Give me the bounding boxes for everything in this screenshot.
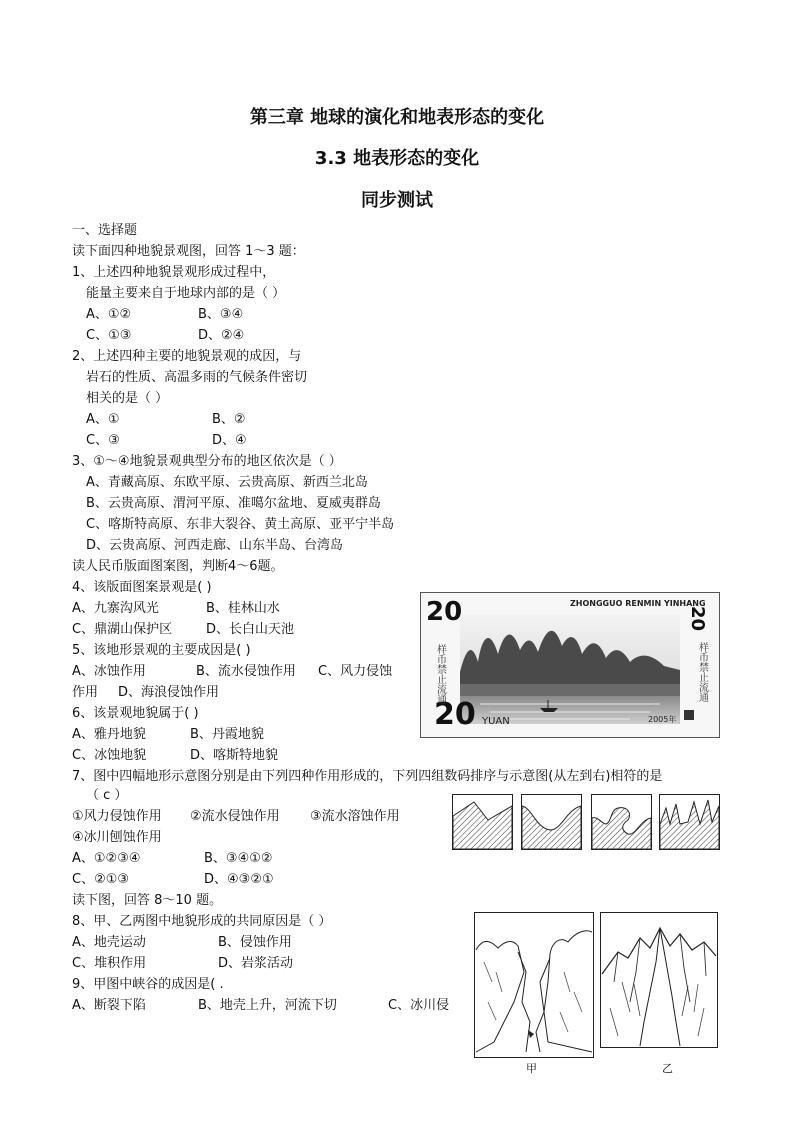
figure-yi-label: 乙 xyxy=(662,1062,673,1075)
q2-option-b: B、② xyxy=(212,412,246,427)
q5-option-c: C、风力侵蚀 xyxy=(318,664,393,679)
bank-name-pinyin: ZHONGGUO RENMIN YINHANG xyxy=(570,599,706,608)
q2-stem-cont2: 相关的是（ ） xyxy=(86,391,169,406)
q5-option-b: B、流水侵蚀作用 xyxy=(196,664,296,679)
q1-option-b: B、③④ xyxy=(198,307,244,322)
q7-item-4: ④冰川刨蚀作用 xyxy=(72,830,162,845)
q6-stem: 6、该景观地貌属于( ) xyxy=(72,706,199,721)
q6-option-c: C、冰蚀地貌 xyxy=(72,748,147,763)
banknote-figure xyxy=(420,592,720,738)
q2-option-a: A、① xyxy=(86,412,120,427)
q1-option-d: D、②④ xyxy=(198,328,245,343)
banknote-year: 2005年 xyxy=(648,715,677,724)
q9-stem: 9、甲图中峡谷的成因是( . xyxy=(72,977,224,992)
figure-jia xyxy=(474,912,594,1058)
q3-option-c: C、喀斯特高原、东非大裂谷、黄土高原、亚平宁半岛 xyxy=(86,517,395,532)
figure-yi xyxy=(600,912,718,1048)
q8-option-b: B、侵蚀作用 xyxy=(218,935,292,950)
landform-diagram-2 xyxy=(522,795,582,850)
q4-option-b: B、桂林山水 xyxy=(206,601,280,616)
q5-option-c-cont: 作用 xyxy=(72,685,99,700)
denomination-side: 20 xyxy=(687,606,708,632)
q1-option-a: A、①② xyxy=(86,307,132,322)
q3-option-d: D、云贵高原、河西走廊、山东半岛、台湾岛 xyxy=(86,538,344,553)
instruction-q4-6: 读人民币版面图案图，判断4～6题。 xyxy=(72,559,284,574)
test-title: 同步测试 xyxy=(361,190,433,211)
q4-option-a: A、九寨沟风光 xyxy=(72,601,159,616)
banknote-illustration xyxy=(420,592,720,738)
q6-option-d: D、喀斯特地貌 xyxy=(190,748,279,763)
q9-option-c: C、冰川侵 xyxy=(388,998,450,1013)
q2-option-c: C、③ xyxy=(86,433,120,448)
q7-answer: （ c ） xyxy=(86,788,128,803)
q9-option-a: A、断裂下陷 xyxy=(72,998,146,1013)
specimen-text-left: 样币禁止流通 xyxy=(434,644,446,704)
q1-stem-cont: 能量主要来自于地球内部的是（ ） xyxy=(86,286,286,301)
q8-stem: 8、甲、乙两图中地貌形成的共同原因是（ ） xyxy=(72,914,332,929)
denomination-top: 20 xyxy=(426,597,463,627)
q6-option-a: A、雅丹地貌 xyxy=(72,727,146,742)
q5-option-a: A、冰蚀作用 xyxy=(72,664,146,679)
q1-option-c: C、①③ xyxy=(86,328,132,343)
landform-diagram-4 xyxy=(660,795,720,850)
q7-item-2: ②流水侵蚀作用 xyxy=(190,809,280,824)
q4-option-c: C、鼎湖山保护区 xyxy=(72,622,173,637)
q8-option-d: D、岩浆活动 xyxy=(218,956,294,971)
q7-option-b: B、③④①② xyxy=(204,851,273,866)
q7-item-3: ③流水溶蚀作用 xyxy=(310,809,400,824)
landform-diagram-3 xyxy=(592,795,652,850)
specimen-text-right: 样币禁止流通 xyxy=(696,642,708,702)
q3-option-a: A、青藏高原、东欧平原、云贵高原、新西兰北岛 xyxy=(86,475,368,490)
instruction-q8-10: 读下图，回答 8～10 题。 xyxy=(72,893,223,908)
q7-option-c: C、②①③ xyxy=(72,872,130,887)
q7-stem: 7、图中四幅地形示意图分别是由下列四种作用形成的，下列四组数码排序与示意图(从左到右)相符的是 xyxy=(72,769,663,784)
denomination-bottom: 20 xyxy=(434,697,476,732)
q8-option-c: C、堆积作用 xyxy=(72,956,147,971)
currency-yuan: YUAN xyxy=(482,716,510,727)
figure-jia-label: 甲 xyxy=(526,1062,537,1075)
section-heading: 一、选择题 xyxy=(72,223,138,238)
landform-diagram-1 xyxy=(453,795,513,850)
section-title: 3.3 地表形态的变化 xyxy=(314,148,480,169)
q7-item-1: ①风力侵蚀作用 xyxy=(72,809,162,824)
q7-option-d: D、④③②① xyxy=(204,872,274,887)
q5-option-d: D、海浪侵蚀作用 xyxy=(118,685,220,700)
q8-option-a: A、地壳运动 xyxy=(72,935,146,950)
instruction-q1-3: 读下面四种地貌景观图，回答 1～3 题： xyxy=(72,244,305,259)
q2-option-d: D、④ xyxy=(212,433,247,448)
q2-stem: 2、上述四种主要的地貌景观的成因，与 xyxy=(72,349,302,364)
q3-stem: 3、①～④地貌景观典型分布的地区依次是（ ） xyxy=(72,454,342,469)
q4-stem: 4、该版面图案景观是( ) xyxy=(72,580,212,595)
chapter-title: 第三章 地球的演化和地表形态的变化 xyxy=(249,107,545,128)
q5-stem: 5、该地形景观的主要成因是( ) xyxy=(72,643,251,658)
landform-diagrams xyxy=(452,794,720,850)
q4-option-d: D、长白山天池 xyxy=(206,622,295,637)
q6-option-b: B、丹霞地貌 xyxy=(190,727,264,742)
q2-stem-cont: 岩石的性质、高温多雨的气候条件密切 xyxy=(86,370,308,385)
q7-option-a: A、①②③④ xyxy=(72,851,141,866)
q1-stem: 1、上述四种地貌景观形成过程中， xyxy=(72,265,276,280)
q3-option-b: B、云贵高原、渭河平原、准噶尔盆地、夏威夷群岛 xyxy=(86,496,381,511)
q9-option-b: B、地壳上升，河流下切 xyxy=(198,998,337,1013)
